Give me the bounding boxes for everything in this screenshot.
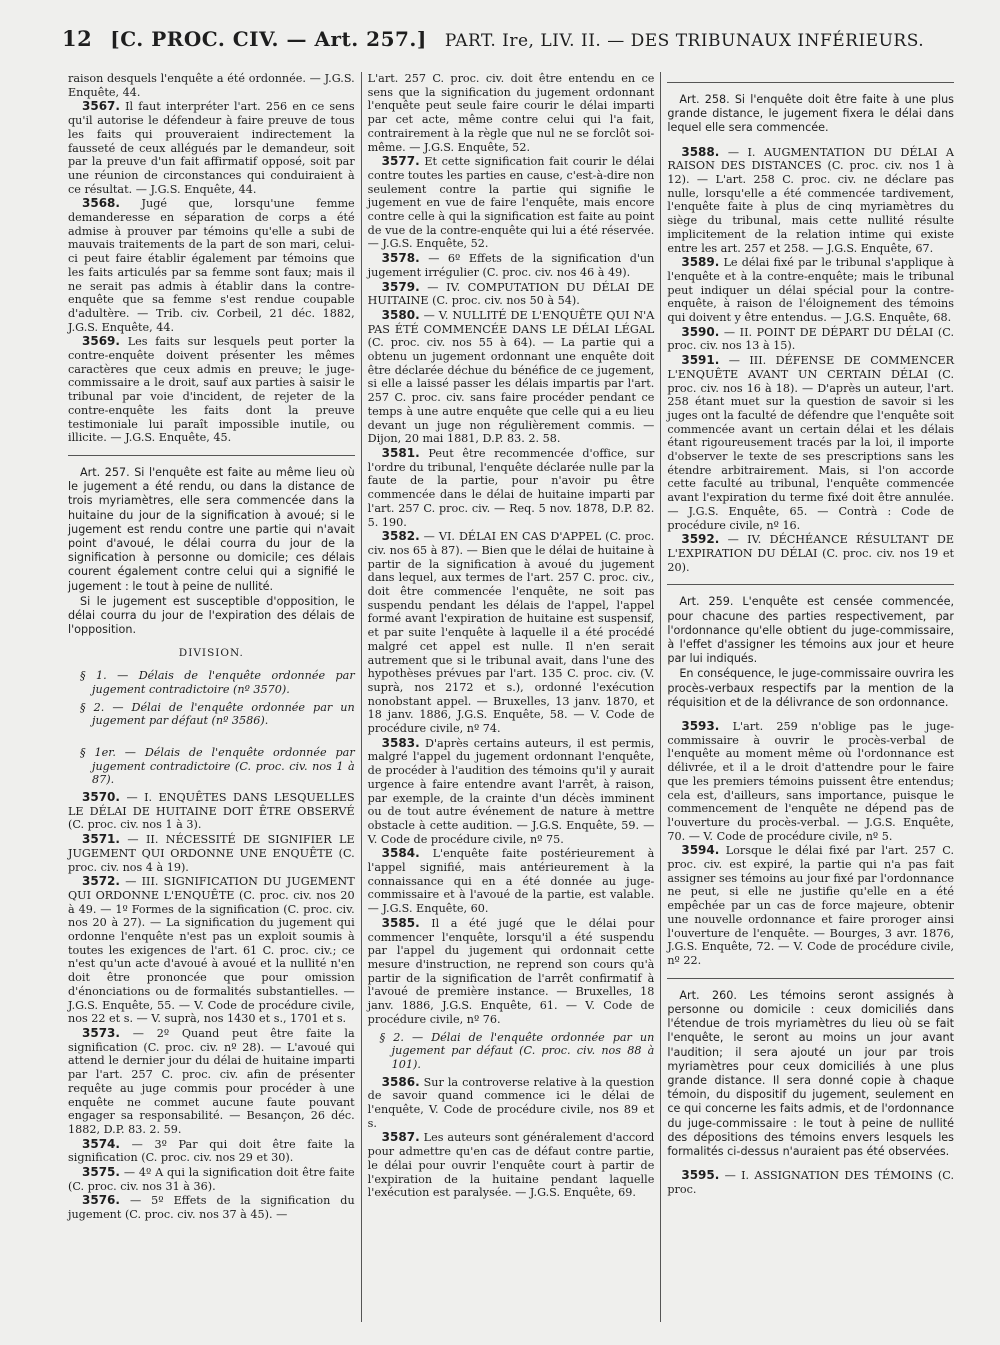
paragraph-text: L'art. 259 n'oblige pas le juge-commissaire à ouvrir le procès-verbal de l'enquête au moment même où l'ordonnance est délivrée, et il a le droit d'attendre pour le faire que les premiers témoins puissent être entendus; cela est, d'ailleurs, sans importance, puisque le commencement de l'enquête ne dépend pas de l'ouverture du procès-verbal. — J.G.S. Enquête, 70. — V. Code de procédure civile, nº 5.	[667, 720, 955, 843]
paragraph-text: — IV. COMPUTATION DU DÉLAI DE HUITAINE (C. proc. civ. nos 50 à 54).	[367, 280, 655, 308]
paragraph-text: — 3º Par qui doit être faite la signification (C. proc. civ. nos 29 et 30).	[68, 1137, 355, 1165]
paragraph-text: Il a été jugé que le délai pour commencer l'enquête, lorsqu'il a été suspendu par l'appel du jugement qui ordonnait cette mesure d'instruction, ne reprend son cours qu'à partir de la signification de l'arrêt confirmatif à l'avoué de première instance. — Bruxelles, 18 janv. 1886, J.G.S. Enquête, 61. — V. Code de procédure civile, nº 76.	[367, 916, 655, 1026]
paragraph-number: 3574.	[82, 1136, 120, 1151]
paragraph-text: — VI. DÉLAI EN CAS D'APPEL (C. proc. civ. nos 65 à 87). — Bien que le délai de huitaine à partir de la signification à avoué du jugement dans lequel, aux termes de l'art. 257 C. proc. civ., doit être commencée l'enquête, ne soit pas suspendu pendant les délais de l'appel, l'appel formé avant l'expiration de huitaine est suspensif, et par suite l'enquête à laquelle il a été procédé malgré cet appel est nulle. Il n'en serait autrement que si le tribunal avait, dans l'une des hypothèses prévues par l'art. 135 C. proc. civ. (V. suprà, nos 2172 et s.), ordonné l'exécution nonobstant appel. — Bruxelles, 13 janv. 1870, et 18 janv. 1886, J.G.S. Enquête, 58. — V. Code de procédure civile, nº 74.	[367, 530, 655, 736]
paragraph-number: 3580.	[381, 307, 420, 322]
code-article	[68, 455, 355, 637]
article-text: Art. 259. L'enquête est censée commencée, pour chacune des parties respectivement, par l'ordonnance qu'elle obtient du juge-commissaire, à l'effet d'assigner les témoins aux jour et heure par lui indiqués.	[667, 595, 955, 666]
paragraph	[368, 252, 655, 279]
paragraph	[667, 256, 954, 325]
paragraph-number: 3573.	[82, 1026, 120, 1040]
paragraph-text: — III. DÉFENSE DE COMMENCER L'ENQUÊTE AVANT UN CERTAIN DÉLAI (C. proc. civ. nos 16 à 18). — D'après un auteur, l'art. 258 étant muet sur la question de savoir si les juges ont la faculté de défendre que l'enquête soit commencée avant un certain délai et les délais étant rigoureusement tracés par la loi, il importe d'observer le texte de ses prescriptions sans les étendre arbitrairement. Mais, si l'on accorde cette faculté au tribunal, l'enquête commencée avant l'expiration du terme fixé doit être annulée. — J.G.S. Enquête, 65. — Contrà : Code de procédure civile, nº 16.	[667, 354, 955, 532]
section-heading: § 2. — Délai de l'enquête ordonnée par un jugement par défaut (C. proc. civ. nos 88 à 101).	[379, 1030, 655, 1071]
paragraph-number: 3577.	[381, 154, 420, 169]
paragraph	[68, 100, 355, 196]
paragraph	[368, 1131, 655, 1200]
paragraph-number: 3588.	[681, 144, 720, 159]
paragraph-number: 3572.	[82, 874, 120, 889]
paragraph	[68, 1027, 355, 1137]
paragraph-text: — III. SIGNIFICATION DU JUGEMENT QUI ORDONNE L'ENQUÊTE (C. proc. civ. nos 20 à 49. — 1º Formes de la signification (C. proc. civ. nos 20 à 27). — La signification du jugement qui ordonne l'enquête n'est pas un exploit soumis à toutes les exigences de l'art. 61 C. proc. civ.; ce n'est qu'un acte d'avoué à avoué et la nullité n'en doit être prononcée que pour omission d'énonciations ou de formalités substantielles. — J.G.S. Enquête, 55. — V. Code de procédure civile, nos 22 et s. — V. suprà, nos 1430 et s., 1701 et s.	[68, 875, 355, 1026]
paragraph	[667, 354, 954, 532]
paragraph-number: 3575.	[82, 1165, 120, 1180]
paragraph	[667, 146, 954, 256]
paragraph-number: 3583.	[381, 735, 420, 750]
paragraph-text: — V. NULLITÉ DE L'ENQUÊTE QUI N'A PAS ÉTÉ COMMENCÉE DANS LE DÉLAI LÉGAL (C. proc. civ. nos 55 à 64). — La partie qui a obtenu un jugement ordonnant une enquête doit être déclarée déchue du bénéfice de ce jugement, si elle a laissé passer les délais impartis par l'art. 257 C. proc. civ. sans faire procéder pendant ce temps à une autre enquête que celle qui a eu lieu devant un juge non régulièrement commis. — Dijon, 20 mai 1881, D.P. 83. 2. 58.	[367, 308, 655, 446]
paragraph-text: — IV. DÉCHÉANCE RÉSULTANT DE L'EXPIRATION DU DÉLAI (C. proc. civ. nos 19 et 20).	[667, 533, 955, 574]
paragraph-number: 3570.	[82, 790, 120, 805]
paragraph-number: 3593.	[681, 719, 720, 734]
paragraph	[368, 1076, 655, 1131]
article-text: Si le jugement est susceptible d'opposition, le délai courra du jour de l'expiration des délais de l'opposition.	[68, 594, 355, 637]
page-number: 12	[62, 26, 93, 51]
section-heading: § 1. — Délais de l'enquête ordonnée par jugement contradictoire (nº 3570).	[80, 669, 355, 696]
paragraph	[68, 875, 355, 1026]
paragraph-number: 3595.	[681, 1168, 720, 1183]
paragraph-number: 3589.	[681, 255, 720, 270]
paragraph-number: 3581.	[381, 445, 420, 460]
division-heading: DIVISION.	[178, 647, 244, 660]
article-text: Art. 258. Si l'enquête doit être faite à une plus grande distance, le jugement fixera le délai dans lequel elle sera commencée.	[667, 93, 955, 135]
paragraph-continued: L'art. 257 C. proc. civ. doit être entendu en ce sens que la signification du jugement ordonnant l'enquête peut seule faire courir le délai imparti par cet acte, même contre celui qui l'a fait, contrairement à la règle que nul ne se forclôt soi-même. — J.G.S. Enquête, 52.	[367, 72, 655, 154]
paragraph-text: — I. AUGMENTATION DU DÉLAI A RAISON DES DISTANCES (C. proc. civ. nos 1 à 12). — L'art. 258 C. proc. civ. ne déclare pas nulle, lorsqu'elle a été commencée tardivement, l'enquête faite à plus de cinq myriamètres du siège du tribunal, mais cette nullité résulte implicitement de la relation intime qui existe entre les art. 257 et 258. — J.G.S. Enquête, 67.	[667, 145, 955, 255]
paragraph-text: — 5º Effets de la signification du jugement (C. proc. civ. nos 37 à 45). —	[68, 1194, 355, 1222]
paragraph	[667, 844, 954, 967]
paragraph-number: 3586.	[381, 1074, 420, 1089]
paragraph	[68, 1166, 355, 1193]
running-title-left: [C. PROC. CIV. — Art. 257.]	[110, 27, 427, 51]
paragraph-number: 3576.	[82, 1193, 120, 1208]
paragraph-number: 3578.	[381, 251, 420, 266]
paragraph-text: Lorsque le délai fixé par l'art. 257 C. proc. civ. est expiré, la partie qui n'a pas fait assigner ses témoins au jour fixé par l'ordonnance ne peut, si elle ne justifie qu'elle en a été empêchée par un cas de force majeure, obtenir une nouvelle ordonnance et faire proroger ainsi l'ouverture de l'enquête. — Bourges, 3 avr. 1876, J.G.S. Enquête, 72. — V. Code de procédure civile, nº 22.	[667, 844, 955, 967]
column-middle	[361, 72, 661, 1322]
paragraph-text: — II. POINT DE DÉPART DU DÉLAI (C. proc. civ. nos 13 à 15).	[667, 325, 955, 353]
column-right	[660, 72, 960, 1322]
paragraph-text: Le délai fixé par le tribunal s'applique à l'enquête et à la contre-enquête; mais le tribunal peut indiquer un délai spécial pour la contre-enquête, à raison de l'éloignement des témoins qui doivent y être entendus. — J.G.S. Enquête, 68.	[667, 256, 955, 325]
code-article	[667, 978, 954, 1159]
paragraph	[368, 309, 655, 446]
paragraph-text: — II. NÉCESSITÉ DE SIGNIFIER LE JUGEMENT QUI ORDONNE UNE ENQUÊTE (C. proc. civ. nos 4 à 19).	[68, 833, 355, 874]
paragraph	[68, 791, 355, 832]
paragraph-number: 3591.	[681, 353, 720, 368]
section-heading: § 1er. — Délais de l'enquête ordonnée par jugement contradictoire (C. proc. civ. nos 1 à 87).	[80, 745, 355, 787]
article-text: Art. 257. Si l'enquête est faite au même lieu où le jugement a été rendu, ou dans la distance de trois myriamètres, elle sera commencée dans la huitaine du jour de la signification à avoué; si le jugement est rendu contre une partie qui n'avait point d'avoué, le délai courra du jour de la signification à personne ou domicile; ces délais courent également contre celui qui a signifié le jugement : le tout à peine de nullité.	[68, 465, 355, 593]
paragraph-number: 3592.	[681, 532, 720, 547]
paragraph-text: — 2º Quand peut être faite la signification (C. proc. civ. nº 28). — L'avoué qui attend le dernier jour du délai de huitaine imparti par l'art. 257 C. proc. civ. afin de présenter requête au juge commis pour procéder à une enquête ne commet aucune faute pouvant engager sa responsabilité. — Besançon, 26 déc. 1882, D.P. 83. 2. 59.	[68, 1027, 355, 1136]
paragraph-number: 3584.	[381, 846, 420, 861]
paragraph-number: 3569.	[82, 334, 120, 349]
paragraph-number: 3582.	[381, 529, 420, 544]
paragraph	[68, 1194, 355, 1221]
paragraph-text: D'après certains auteurs, il est permis, malgré l'appel du jugement ordonnant l'enquête, de procéder à l'audition des témoins qu'il y aurait urgence à faire entendre avant l'arrêt, à raison, par exemple, de la crainte d'un décès imminent ou de tout autre événement de nature à mettre obstacle à cette audition. — J.G.S. Enquête, 59. — V. Code de procédure civile, nº 75.	[367, 736, 655, 846]
paragraph-number: 3590.	[681, 324, 720, 339]
paragraph-text: — 4º A qui la signification doit être faite (C. proc. civ. nos 31 à 36).	[68, 1166, 355, 1193]
paragraph	[368, 530, 655, 736]
column-left	[62, 72, 361, 1322]
paragraph	[368, 737, 655, 847]
article-text: En conséquence, le juge-commissaire ouvrira les procès-verbaux respectifs par la mention de la réquisition et de la délivrance de son ordonnance.	[667, 667, 955, 709]
spacer	[68, 732, 355, 742]
code-article	[667, 82, 954, 136]
paragraph-text: Jugé que, lorsqu'une femme demanderesse en séparation de corps a été admise à prouver par témoins qu'elle a subi de mauvais traitements de la part de son mari, celui-ci peut faire établir également par témoins que les faits articulés par sa femme sont faux; mais il ne serait pas admis à établir dans la contre-enquête que sa femme s'est rendue coupable d'adultère. — Trib. civ. Corbeil, 21 déc. 1882, J.G.S. Enquête, 44.	[68, 197, 355, 334]
paragraph	[68, 833, 355, 874]
code-article	[667, 584, 954, 710]
paragraph	[368, 917, 655, 1027]
running-title-right: PART. Ire, LIV. II. — DES TRIBUNAUX INFÉRIEURS.	[444, 31, 925, 51]
paragraph-text: Et cette signification fait courir le délai contre toutes les parties en cause, c'est-à-dire non seulement contre la partie qui signifie le jugement en vue de faire l'enquête, mais encore contre celle à qui la signification est faite au point de vue de la contre-enquête qui lui a été réservée. — J.G.S. Enquête, 52.	[367, 155, 655, 251]
paragraph	[368, 155, 655, 251]
paragraph-number: 3594.	[681, 843, 720, 858]
article-text: Art. 260. Les témoins seront assignés à personne ou domicile : ceux domiciliés dans l'étendue de trois myriamètres du lieu où se fait l'enquête, le seront au moins un jour avant l'audition; il sera ajouté un jour par trois myriamètres pour ceux domiciliés à une plus grande distance. Il sera donné copie à chaque témoin, du dispositif du jugement, seulement en ce qui concerne les faits admis, et de l'ordonnance du juge-commissaire : le tout à peine de nullité des dépositions des témoins envers lesquels les formalités ci-dessus n'auraient pas été observées.	[667, 988, 955, 1158]
paragraph-continued: raison desquels l'enquête a été ordonnée. — J.G.S. Enquête, 44.	[68, 72, 355, 99]
paragraph	[368, 281, 655, 308]
paragraph-text: Les auteurs sont généralement d'accord pour admettre qu'en cas de défaut contre partie, le délai pour ouvrir l'enquête court à partir de l'expiration de la huitaine pendant laquelle l'exécution est paralysée. — J.G.S. Enquête, 69.	[367, 1131, 655, 1200]
paragraph	[667, 720, 954, 843]
paragraph	[68, 197, 355, 334]
paragraph-text: Peut être recommencée d'office, sur l'ordre du tribunal, l'enquête déclarée nulle par la faute de la partie, pour n'avoir pu être commencée dans le délai de huitaine imparti par l'art. 257 C. proc. civ. — Req. 5 nov. 1878, D.P. 82. 5. 190.	[367, 446, 655, 529]
paragraph-number: 3567.	[82, 99, 120, 114]
paragraph	[667, 326, 954, 353]
paragraph-text: L'enquête faite postérieurement à l'appel signifié, mais antérieurement à la connaissance qui en a été donnée au juge-commissaire et à l'avoué de la partie, est valable. — J.G.S. Enquête, 60.	[367, 847, 655, 916]
paragraph-number: 3579.	[381, 279, 420, 294]
paragraph-number: 3571.	[82, 832, 120, 847]
paragraph	[368, 847, 655, 916]
section-heading: § 2. — Délai de l'enquête ordonnée par un jugement par défaut (nº 3586).	[80, 700, 355, 728]
running-header	[62, 26, 960, 66]
paragraph-number: 3568.	[82, 196, 120, 211]
paragraph-text: — I. ENQUÊTES DANS LESQUELLES LE DÉLAI DE HUITAINE DOIT ÊTRE OBSERVÉ (C. proc. civ. nos 1 à 3).	[68, 791, 355, 832]
paragraph-text: Il faut interpréter l'art. 256 en ce sens qu'il autorise le défendeur à faire preuve de tous les faits qui prouveraient indirectement la fausseté de ceux allégués par le demandeur, soit par la preuve d'un fait affirmatif opposé, soit par une réunion de circonstances qui conduiraient à ce résultat. — J.G.S. Enquête, 44.	[68, 100, 355, 196]
paragraph-number: 3585.	[381, 915, 420, 930]
paragraph-text: — 6º Effets de la signification d'un jugement irrégulier (C. proc. civ. nos 46 à 49).	[367, 252, 655, 279]
paragraph	[68, 1138, 355, 1165]
paragraph	[667, 1169, 954, 1196]
paragraph	[68, 335, 355, 445]
paragraph-number: 3587.	[381, 1130, 420, 1145]
paragraph-text: — I. ASSIGNATION DES TÉMOINS (C. proc.	[667, 1169, 955, 1196]
paragraph	[368, 447, 655, 529]
paragraph-text: Les faits sur lesquels peut porter la contre-enquête doivent présenter les mêmes caractères que ceux admis en preuve; le juge-commissaire a le droit, sauf aux parties à saisir le tribunal par voie d'incident, de rejeter de la contre-enquête les faits dont la preuve testimoniale lui paraît impossible inutile, ou illicite. — J.G.S. Enquête, 45.	[68, 335, 355, 445]
text-columns	[62, 72, 960, 1322]
paragraph	[667, 533, 954, 574]
paragraph-text: Sur la controverse relative à la question de savoir quand commence ici le délai de l'enquête, V. Code de procédure civile, nos 89 et s.	[367, 1075, 655, 1130]
